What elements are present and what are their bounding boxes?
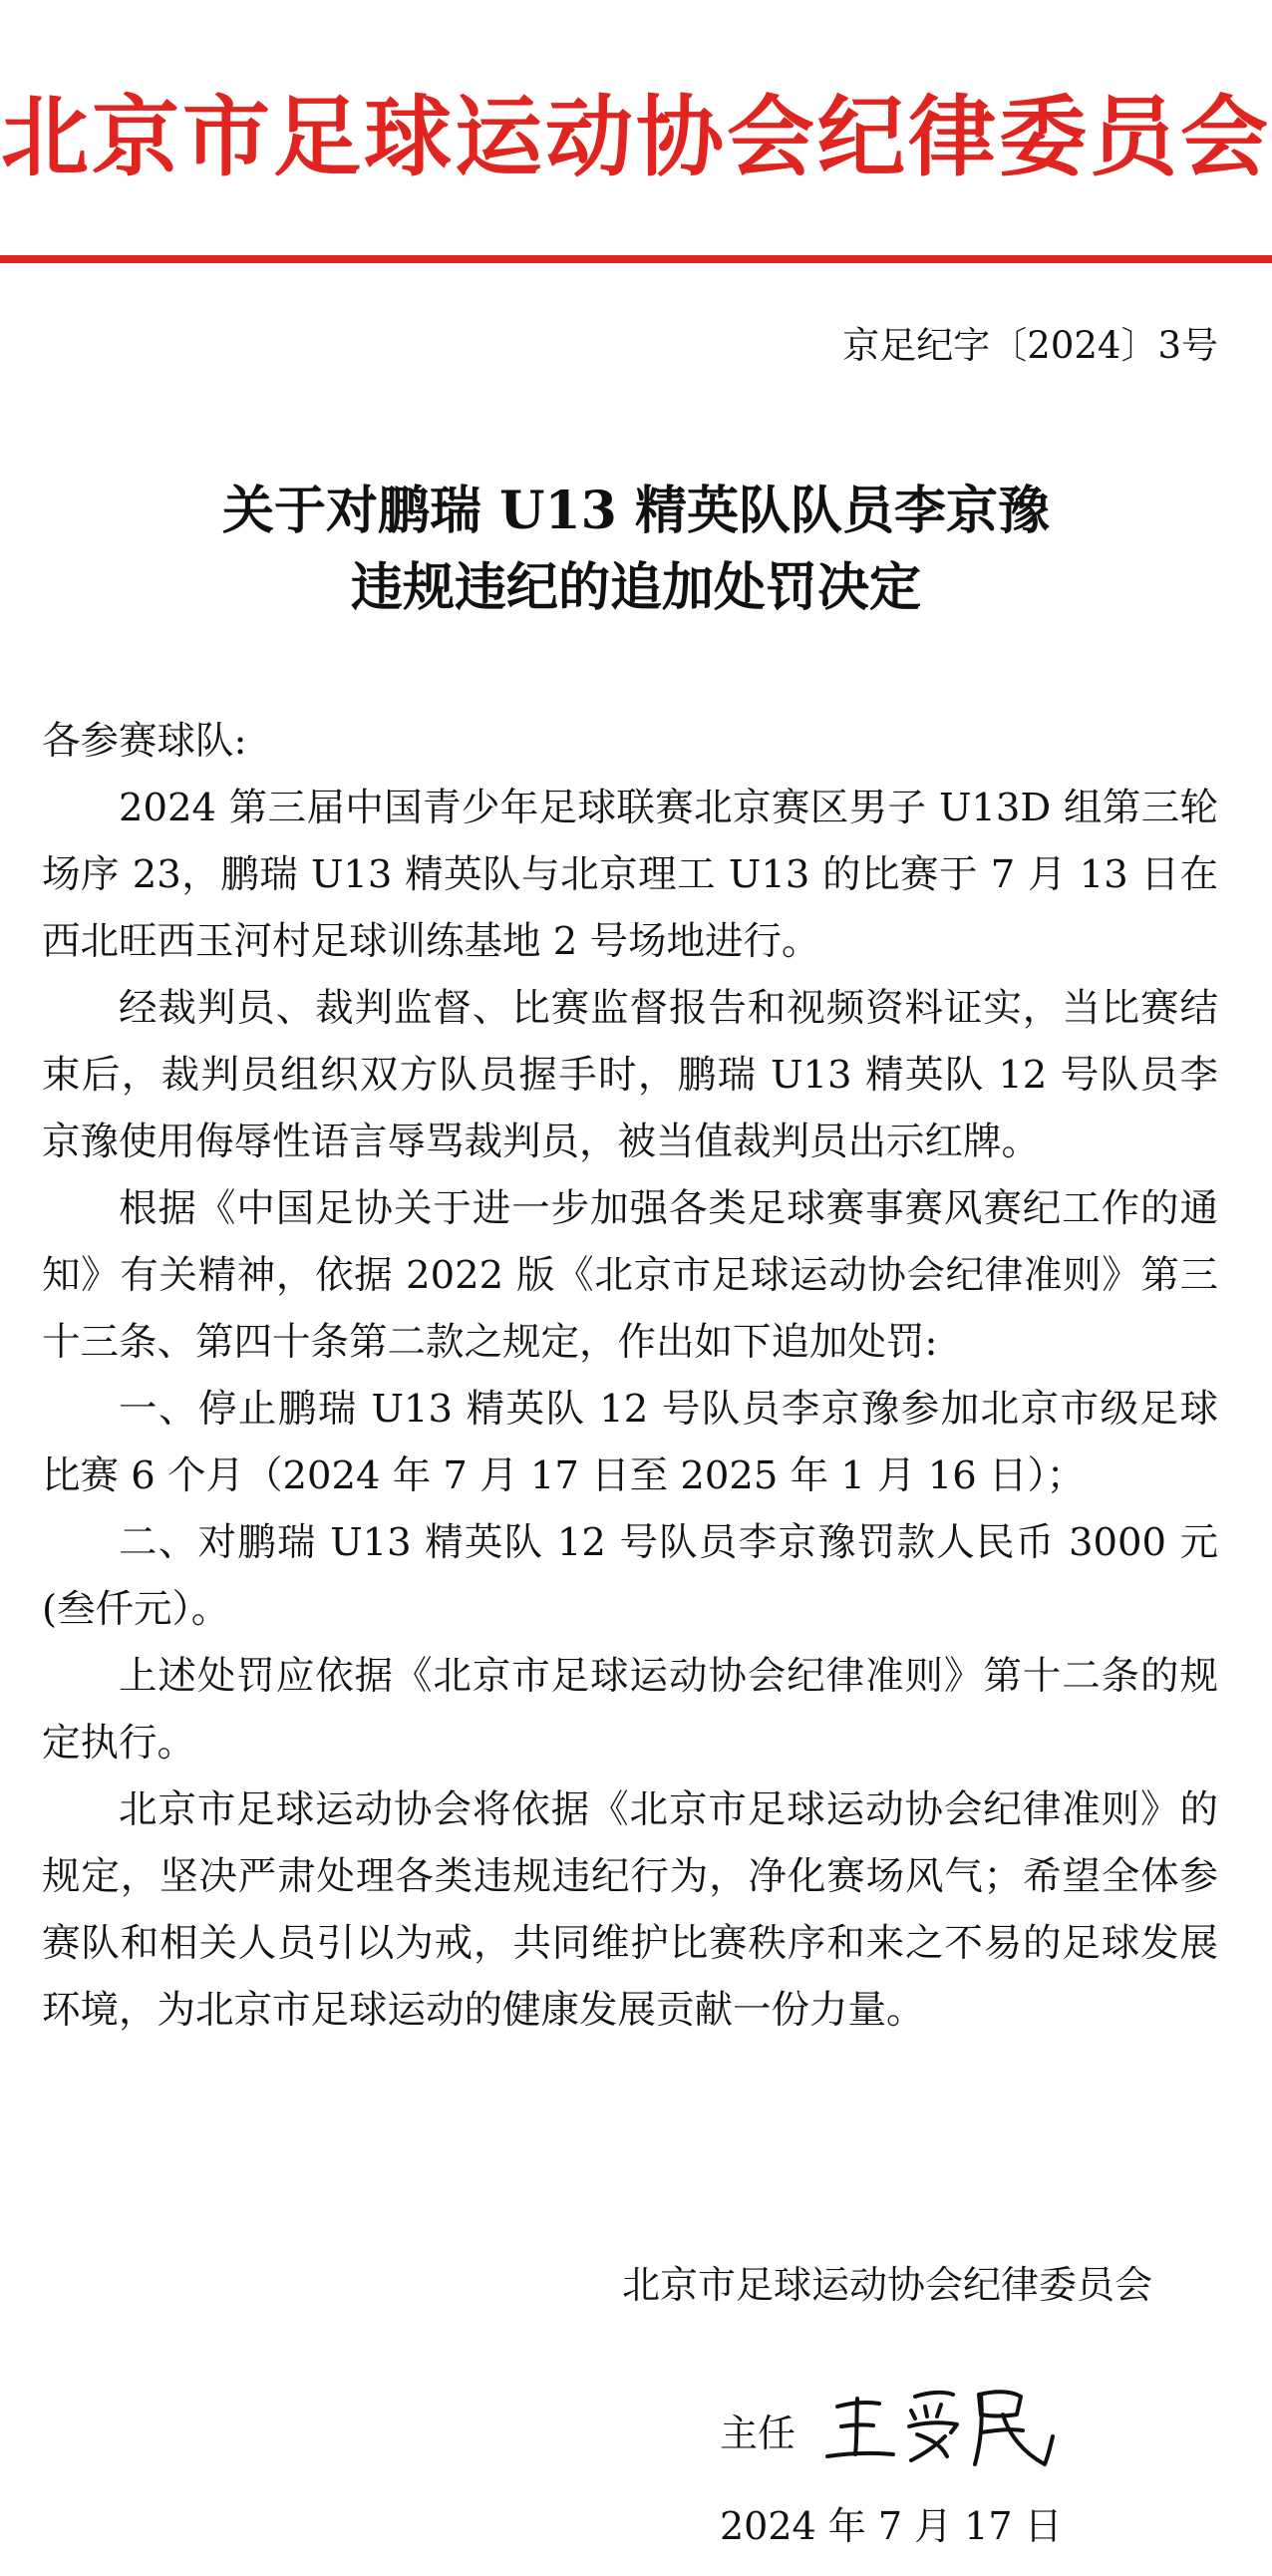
paragraph-match-info: 2024 第三届中国青少年足球联赛北京赛区男子 U13D 组第三轮场序 23，鹏瑞 U13 精英队与北京理工 U13 的比赛于 7 月 13 日在西北旺西玉河村足球训练基地 2 号场地进行。 [42, 786, 1218, 964]
letterhead-title: 北京市足球运动协会纪律委员会 [0, 85, 1271, 188]
document-title-line-2: 违规违纪的追加处罚决定 [350, 557, 921, 618]
signing-date: 2024 年 7 月 17 日 [720, 2504, 1063, 2548]
signing-organization: 北京市足球运动协会纪律委员会 [621, 2263, 1152, 2307]
paragraph-incident: 经裁判员、裁判监督、比赛监督报告和视频资料证实，当比赛结束后，裁判员组织双方队员握手时，鹏瑞 U13 精英队 12 号队员李京豫使用侮辱性语言辱骂裁判员，被当值裁判员出示红牌。 [42, 986, 1218, 1164]
document-title-line-1: 关于对鹏瑞 U13 精英队队员李京豫 [222, 481, 1050, 541]
paragraph-execution: 上述处罚应依据《北京市足球运动协会纪律准则》第十二条的规定执行。 [42, 1654, 1218, 1766]
paragraph-closing: 北京市足球运动协会将依据《北京市足球运动协会纪律准则》的规定，坚决严肃处理各类违规违纪行为，净化赛场风气；希望全体参赛队和相关人员引以为戒，共同维护比赛秩序和来之不易的足球发展环境，为北京市足球运动的健康发展贡献一份力量。 [42, 1787, 1218, 2033]
handwritten-signature [819, 2375, 1059, 2474]
letterhead-divider [0, 255, 1272, 263]
paragraph-penalty-suspension: 一、停止鹏瑞 U13 精英队 12 号队员李京豫参加北京市级足球比赛 6 个月（2024 年 7 月 17 日至 2025 年 1 月 16 日）； [42, 1387, 1218, 1498]
paragraph-legal-basis: 根据《中国足协关于进一步加强各类足球赛事赛风赛纪工作的通知》有关精神，依据 2022 版《北京市足球运动协会纪律准则》第三十三条、第四十条第二款之规定，作出如下追加处罚: [42, 1186, 1218, 1365]
document-body [42, 708, 1218, 2044]
signatory-role: 主任 [720, 2412, 796, 2455]
salutation: 各参赛球队: [42, 719, 247, 764]
paragraph-penalty-fine: 二、对鹏瑞 U13 精英队 12 号队员李京豫罚款人民币 3000 元(叁仟元）。 [42, 1520, 1218, 1632]
document-number: 京足纪字〔2024〕3号 [842, 324, 1218, 367]
